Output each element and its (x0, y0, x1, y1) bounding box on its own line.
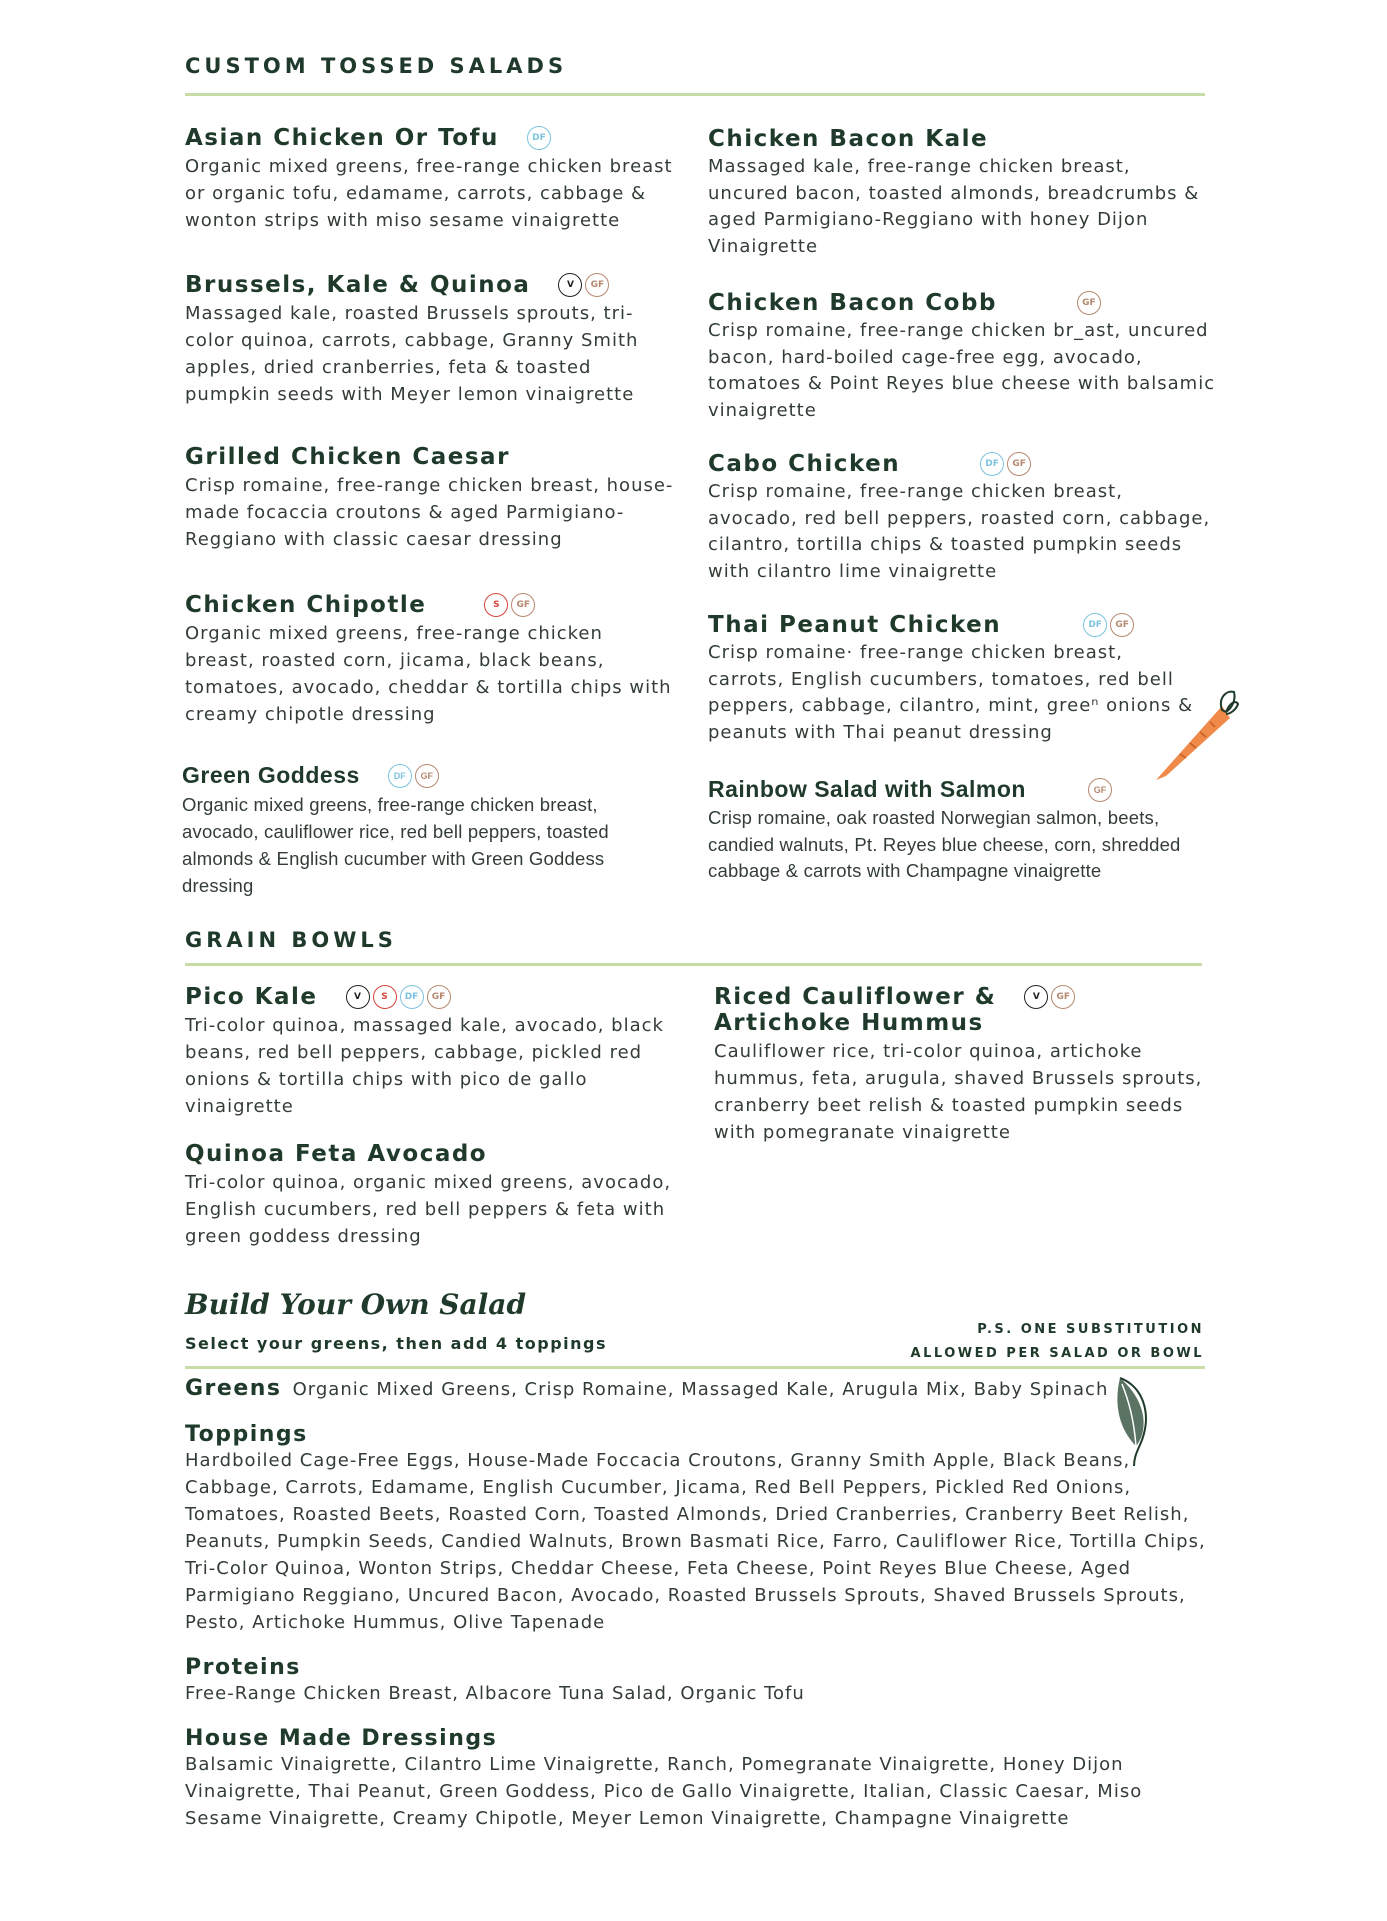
vegetarian-icon: V (558, 273, 582, 297)
item-name: Riced Cauliflower & (714, 984, 997, 1010)
diet-badges (1083, 613, 1134, 637)
gluten-free-icon: GF (1077, 291, 1101, 315)
item-description: Organic mixed greens, free-range chicken breast, avocado, cauliflower rice, red bell peppers, toasted almonds & English cucumber with Green Goddess dressing (182, 794, 609, 896)
menu-item-cabo-chicken (708, 451, 1218, 585)
greens-list: Organic Mixed Greens, Crisp Romaine, Massaged Kale, Arugula Mix, Baby Spinach (292, 1379, 1109, 1400)
item-name: Chicken Chipotle (185, 592, 427, 618)
diet-badges (980, 452, 1031, 476)
item-description: Crisp romaine, free-range chicken br_ast, uncured bacon, hard-boiled cage-free egg, avocado, tomatoes & Point Reyes blue cheese with balsamic vinaigrette (708, 320, 1216, 421)
vegetarian-icon: V (346, 985, 370, 1009)
item-description: Crisp romaine, free-range chicken breast, avocado, red bell peppers, roasted corn, cabbage, cilantro, tortilla chips & toasted pumpkin seeds with cilantro lime vinaigrette (708, 481, 1211, 582)
item-description: Massaged kale, free-range chicken breast, uncured bacon, toasted almonds, breadcrumbs & aged Parmigiano-Reggiano with honey Dijon Vinaigrette (708, 156, 1200, 257)
toppings-block (185, 1422, 1215, 1636)
dressings-block (185, 1726, 1215, 1832)
menu-item-riced-cauliflower-hummus (714, 984, 1214, 1146)
item-name: Pico Kale (185, 984, 318, 1010)
item-name: Green Goddess (182, 762, 360, 788)
menu-item-grilled-chicken-caesar (185, 444, 675, 553)
salads-divider (185, 93, 1205, 96)
gluten-free-icon: GF (1051, 985, 1075, 1009)
vegetarian-icon: V (1024, 985, 1048, 1009)
item-description: Cauliflower rice, tri-color quinoa, artichoke hummus, feta, arugula, shaved Brussels sprouts, cranberry beet relish & toasted pumpkin seeds with pomegranate vinaigrette (714, 1041, 1203, 1143)
gluten-free-icon: GF (1007, 452, 1031, 476)
menu-item-pico-kale (185, 984, 675, 1120)
greens-heading: Greens (185, 1376, 282, 1401)
item-description: Crisp romaine, oak roasted Norwegian salmon, beets, candied walnuts, Pt. Reyes blue cheese, corn, shredded cabbage & carrots with Champagne vinaigrette (708, 807, 1181, 881)
spicy-icon: S (484, 593, 508, 617)
dressings-heading: House Made Dressings (185, 1726, 498, 1751)
diet-badges (558, 273, 609, 297)
diet-badges (527, 126, 551, 150)
byo-subtitle: Select your greens, then add 4 toppings (185, 1334, 608, 1353)
byo-title: Build Your Own Salad (185, 1288, 527, 1321)
diet-badges (388, 764, 439, 788)
greens-block (185, 1376, 1215, 1403)
item-name: Cabo Chicken (708, 451, 901, 477)
substitution-note (911, 1318, 1204, 1366)
gluten-free-icon: GF (511, 593, 535, 617)
dressings-list: Balsamic Vinaigrette, Cilantro Lime Vinaigrette, Ranch, Pomegranate Vinaigrette, Honey Dijon Vinaigrette, Thai Peanut, Green Goddess, Pico de Gallo Vinaigrette, Italian, Classic Caesar, Miso Sesame Vinaigrette, Creamy Chipotle, Meyer Lemon Vinaigrette, Champagne Vinaigrette (185, 1754, 1143, 1829)
gluten-free-icon: GF (1110, 613, 1134, 637)
diet-badges (346, 985, 451, 1009)
item-description: Organic mixed greens, free-range chicken breast or organic tofu, edamame, carrots, cabbage & wonton strips with miso sesame vinaigrette (185, 156, 673, 231)
item-description: Crisp romaine, free-range chicken breast, house-made focaccia croutons & aged Parmigiano-Reggiano with classic caesar dressing (185, 475, 674, 550)
grain-section-title: GRAIN BOWLS (185, 928, 397, 952)
gluten-free-icon: GF (427, 985, 451, 1009)
diet-badges (484, 593, 535, 617)
item-name: Grilled Chicken Caesar (185, 444, 510, 470)
item-name-line2: Artichoke Hummus (714, 1010, 984, 1036)
menu-item-brussels-kale-quinoa (185, 272, 675, 408)
item-name: Thai Peanut Chicken (708, 612, 1002, 638)
item-description: Massaged kale, roasted Brussels sprouts, tri-color quinoa, carrots, cabbage, Granny Smith apples, dried cranberries, feta & toasted pumpkin seeds with Meyer lemon vinaigrette (185, 303, 639, 405)
dairy-free-icon: DF (388, 764, 412, 788)
diet-badges (1077, 291, 1101, 315)
ps-line2: ALLOWED PER SALAD OR BOWL (910, 1346, 1204, 1361)
menu-item-green-goddess (182, 762, 662, 899)
proteins-block (185, 1655, 1215, 1707)
item-name: Chicken Bacon Kale (708, 126, 989, 152)
dairy-free-icon: DF (1083, 613, 1107, 637)
diet-badges (1088, 778, 1112, 802)
item-description: Crisp romaine· free-range chicken breast, carrots, English cucumbers, tomatoes, red bell peppers, cabbage, cilantro, mint, greeⁿ onions & peanuts with Thai peanut dressing (708, 642, 1194, 743)
menu-item-thai-peanut-chicken (708, 612, 1198, 746)
item-name: Asian Chicken Or Tofu (185, 125, 499, 151)
menu-item-chicken-bacon-cobb (708, 290, 1218, 424)
item-description: Organic mixed greens, free-range chicken breast, roasted corn, jicama, black beans, tomatoes, avocado, cheddar & tortilla chips with creamy chipotle dressing (185, 623, 672, 725)
item-name: Quinoa Feta Avocado (185, 1141, 488, 1167)
spicy-icon: S (373, 985, 397, 1009)
ps-line1: P.S. ONE SUBSTITUTION (977, 1322, 1204, 1337)
gluten-free-icon: GF (1088, 778, 1112, 802)
item-name: Rainbow Salad with Salmon (708, 776, 1026, 802)
menu-item-chicken-chipotle (185, 592, 675, 728)
item-name: Brussels, Kale & Quinoa (185, 272, 531, 298)
dairy-free-icon: DF (400, 985, 424, 1009)
dairy-free-icon: DF (980, 452, 1004, 476)
salads-section-title: CUSTOM TOSSED SALADS (185, 54, 568, 78)
gluten-free-icon: GF (415, 764, 439, 788)
menu-item-asian-chicken (185, 125, 695, 234)
dairy-free-icon: DF (527, 126, 551, 150)
byo-divider (185, 1366, 1205, 1369)
proteins-list: Free-Range Chicken Breast, Albacore Tuna Salad, Organic Tofu (185, 1683, 805, 1704)
diet-badges (1024, 985, 1075, 1009)
grain-divider (185, 963, 1202, 966)
menu-item-chicken-bacon-kale (708, 126, 1208, 260)
item-name: Chicken Bacon Cobb (708, 290, 997, 316)
menu-item-rainbow-salmon (708, 776, 1228, 885)
menu-item-quinoa-feta-avocado (185, 1141, 675, 1250)
proteins-heading: Proteins (185, 1655, 301, 1680)
item-description: Tri-color quinoa, organic mixed greens, avocado, English cucumbers, red bell peppers & feta with green goddess dressing (185, 1172, 672, 1247)
toppings-heading: Toppings (185, 1422, 308, 1447)
toppings-list: Hardboiled Cage-Free Eggs, House-Made Foccacia Croutons, Granny Smith Apple, Black Beans, Cabbage, Carrots, Edamame, English Cucumber, Jicama, Red Bell Peppers, Pickled Red Onions, Tomatoes, Roasted Beets, Roasted Corn, Toasted Almonds, Dried Cranberries, Cranberry Beet Relish, Peanuts, Pumpkin Seeds, Candied Walnuts, Brown Basmati Rice, Farro, Cauliflower Rice, Tortilla Chips, Tri-Color Quinoa, Wonton Strips, Cheddar Cheese, Feta Cheese, Point Reyes Blue Cheese, Aged Parmigiano Reggiano, Uncured Bacon, Avocado, Roasted Brussels Sprouts, Shaved Brussels Sprouts, Pesto, Artichoke Hummus, Olive Tapenade (185, 1450, 1206, 1633)
gluten-free-icon: GF (585, 273, 609, 297)
item-description: Tri-color quinoa, massaged kale, avocado, black beans, red bell peppers, cabbage, pickled red onions & tortilla chips with pico de gallo vinaigrette (185, 1015, 664, 1117)
carrot-icon (1150, 688, 1240, 788)
